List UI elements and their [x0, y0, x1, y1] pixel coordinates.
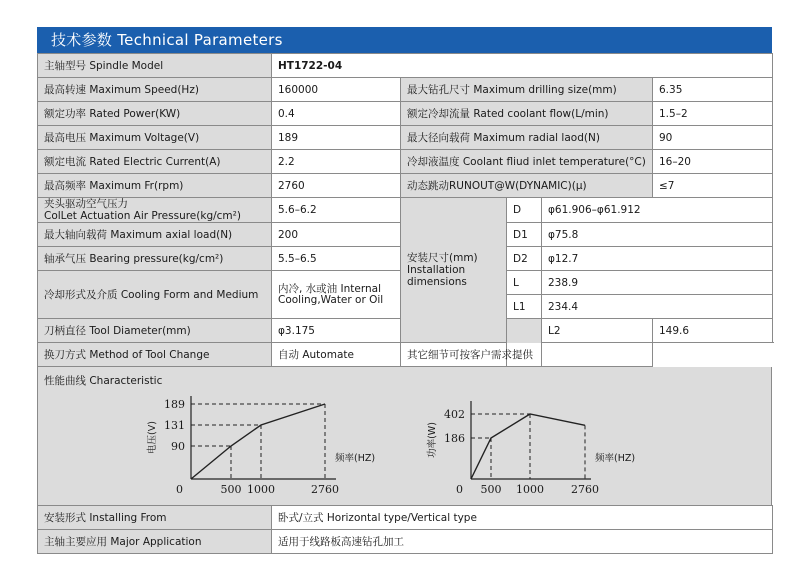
dimension-key: D: [507, 198, 542, 223]
installation-label-en: dimensions: [407, 276, 467, 288]
installation-label-cn: 安装尺寸(mm): [407, 252, 478, 264]
param-value: 90: [653, 126, 773, 150]
table-row: [38, 530, 773, 554]
param-label: 冷却液温度 Coolant fliud inlet temperature(°C): [401, 150, 653, 174]
param-value: φ3.175: [272, 319, 401, 343]
dimension-key: D1: [507, 223, 542, 247]
table-row: [38, 198, 773, 223]
origin-label: 0: [456, 483, 463, 496]
origin-label: 0: [176, 483, 183, 496]
param-value: 2760: [272, 174, 401, 198]
param-label-cn: 夹头驱动空气压力: [44, 198, 128, 210]
installation-label-en: Installation: [407, 264, 466, 276]
x-tick-label: 500: [480, 483, 502, 496]
table-row: [38, 150, 773, 174]
dimension-key: L1: [507, 295, 542, 319]
x-tick-label: 1000: [516, 483, 544, 496]
series-line: [471, 414, 585, 479]
param-value: HT1722-04: [272, 54, 773, 78]
x-tick-label: 500: [220, 483, 242, 496]
param-label: 冷却形式及介质 Cooling Form and Medium: [38, 271, 272, 319]
x-axis-label: 频率(HZ): [335, 453, 376, 464]
table-row: [38, 78, 773, 102]
application-table: [37, 505, 773, 554]
param-label: 最大径向载荷 Maximum radial laod(N): [401, 126, 653, 150]
x-tick-label: 1000: [247, 483, 275, 496]
param-label: 最高转速 Maximum Speed(Hz): [38, 78, 272, 102]
param-label-en: ColLet Actuation Air Pressure(kg/cm²): [44, 210, 241, 222]
param-label: 最高频率 Maximum Fr(rpm): [38, 174, 272, 198]
y-tick-label: 189: [164, 398, 185, 411]
characteristic-title: 性能曲线 Characteristic: [44, 375, 163, 387]
param-value: 200: [272, 223, 401, 247]
param-value: 适用于线路板高速钻孔加工: [272, 530, 773, 554]
param-label: 最大轴向载荷 Maximum axial load(N): [38, 223, 272, 247]
table-row: [38, 102, 773, 126]
y-tick-label: 402: [444, 408, 465, 421]
y-tick-label: 186: [444, 432, 465, 445]
param-value: 160000: [272, 78, 401, 102]
table-row: [38, 126, 773, 150]
param-label: 换刀方式 Method of Tool Change: [38, 343, 272, 367]
x-tick-label: 2760: [311, 483, 339, 496]
dimension-value: 234.4: [542, 295, 773, 319]
installation-dimensions-label: [401, 198, 507, 343]
param-label: [38, 198, 272, 223]
y-tick-label: 131: [164, 419, 185, 432]
param-label: 最大钻孔尺寸 Maximum drilling size(mm): [401, 78, 653, 102]
param-label: 主轴型号 Spindle Model: [38, 54, 272, 78]
param-label: 安装形式 Installing From: [38, 506, 272, 530]
param-value: 5.6–6.2: [272, 198, 401, 223]
dimension-key: L: [507, 271, 542, 295]
x-tick-label: 2760: [571, 483, 599, 496]
series-line: [191, 404, 325, 479]
section-title: 技术参数 Technical Parameters: [37, 27, 772, 53]
parameters-table: [37, 53, 773, 367]
dimension-value: 238.9: [542, 271, 773, 295]
table-row: [38, 343, 773, 367]
technical-parameters-sheet: [37, 27, 772, 554]
y-axis-label: 功率(W): [427, 422, 438, 458]
characteristic-charts: [38, 367, 771, 505]
param-value: 189: [272, 126, 401, 150]
param-label: 动态跳动RUNOUT@W(DYNAMIC)(μ): [401, 174, 653, 198]
param-value: [272, 271, 401, 319]
param-value: 卧式/立式 Horizontal type/Vertical type: [272, 506, 773, 530]
param-label: 主轴主要应用 Major Application: [38, 530, 272, 554]
dimension-value: φ75.8: [542, 223, 773, 247]
param-value: 6.35: [653, 78, 773, 102]
param-value: ≤7: [653, 174, 773, 198]
param-label: 额定功率 Rated Power(KW): [38, 102, 272, 126]
y-axis-label: 电压(V): [147, 421, 158, 454]
param-label: 额定电流 Rated Electric Current(A): [38, 150, 272, 174]
y-tick-label: 90: [171, 440, 185, 453]
param-label: 最高电压 Maximum Voltage(V): [38, 126, 272, 150]
x-axis-label: 频率(HZ): [595, 453, 636, 464]
dimension-value: φ12.7: [542, 247, 773, 271]
characteristic-section: [37, 367, 772, 505]
param-value: 2.2: [272, 150, 401, 174]
table-row: [38, 54, 773, 78]
param-label: 额定冷却流量 Rated coolant flow(L/min): [401, 102, 653, 126]
dimension-value: φ61.906–φ61.912: [542, 198, 773, 223]
param-label: 轴承气压 Bearing pressure(kg/cm²): [38, 247, 272, 271]
param-value: 自动 Automate: [272, 343, 401, 367]
param-value: 0.4: [272, 102, 401, 126]
table-row: [38, 174, 773, 198]
table-row: [38, 506, 773, 530]
dimension-key: L2: [542, 319, 653, 343]
param-label: 刀柄直径 Tool Diameter(mm): [38, 319, 272, 343]
dimension-value: 149.6: [653, 319, 773, 343]
param-value-line: Cooling,Water or Oil: [278, 293, 384, 306]
installation-note: 其它细节可按客户需求提供: [401, 343, 653, 367]
dimension-key: D2: [507, 247, 542, 271]
param-value: 1.5–2: [653, 102, 773, 126]
param-value-line: 内冷, 水或油 Internal: [278, 282, 381, 295]
param-value: 5.5–6.5: [272, 247, 401, 271]
param-value: 16–20: [653, 150, 773, 174]
